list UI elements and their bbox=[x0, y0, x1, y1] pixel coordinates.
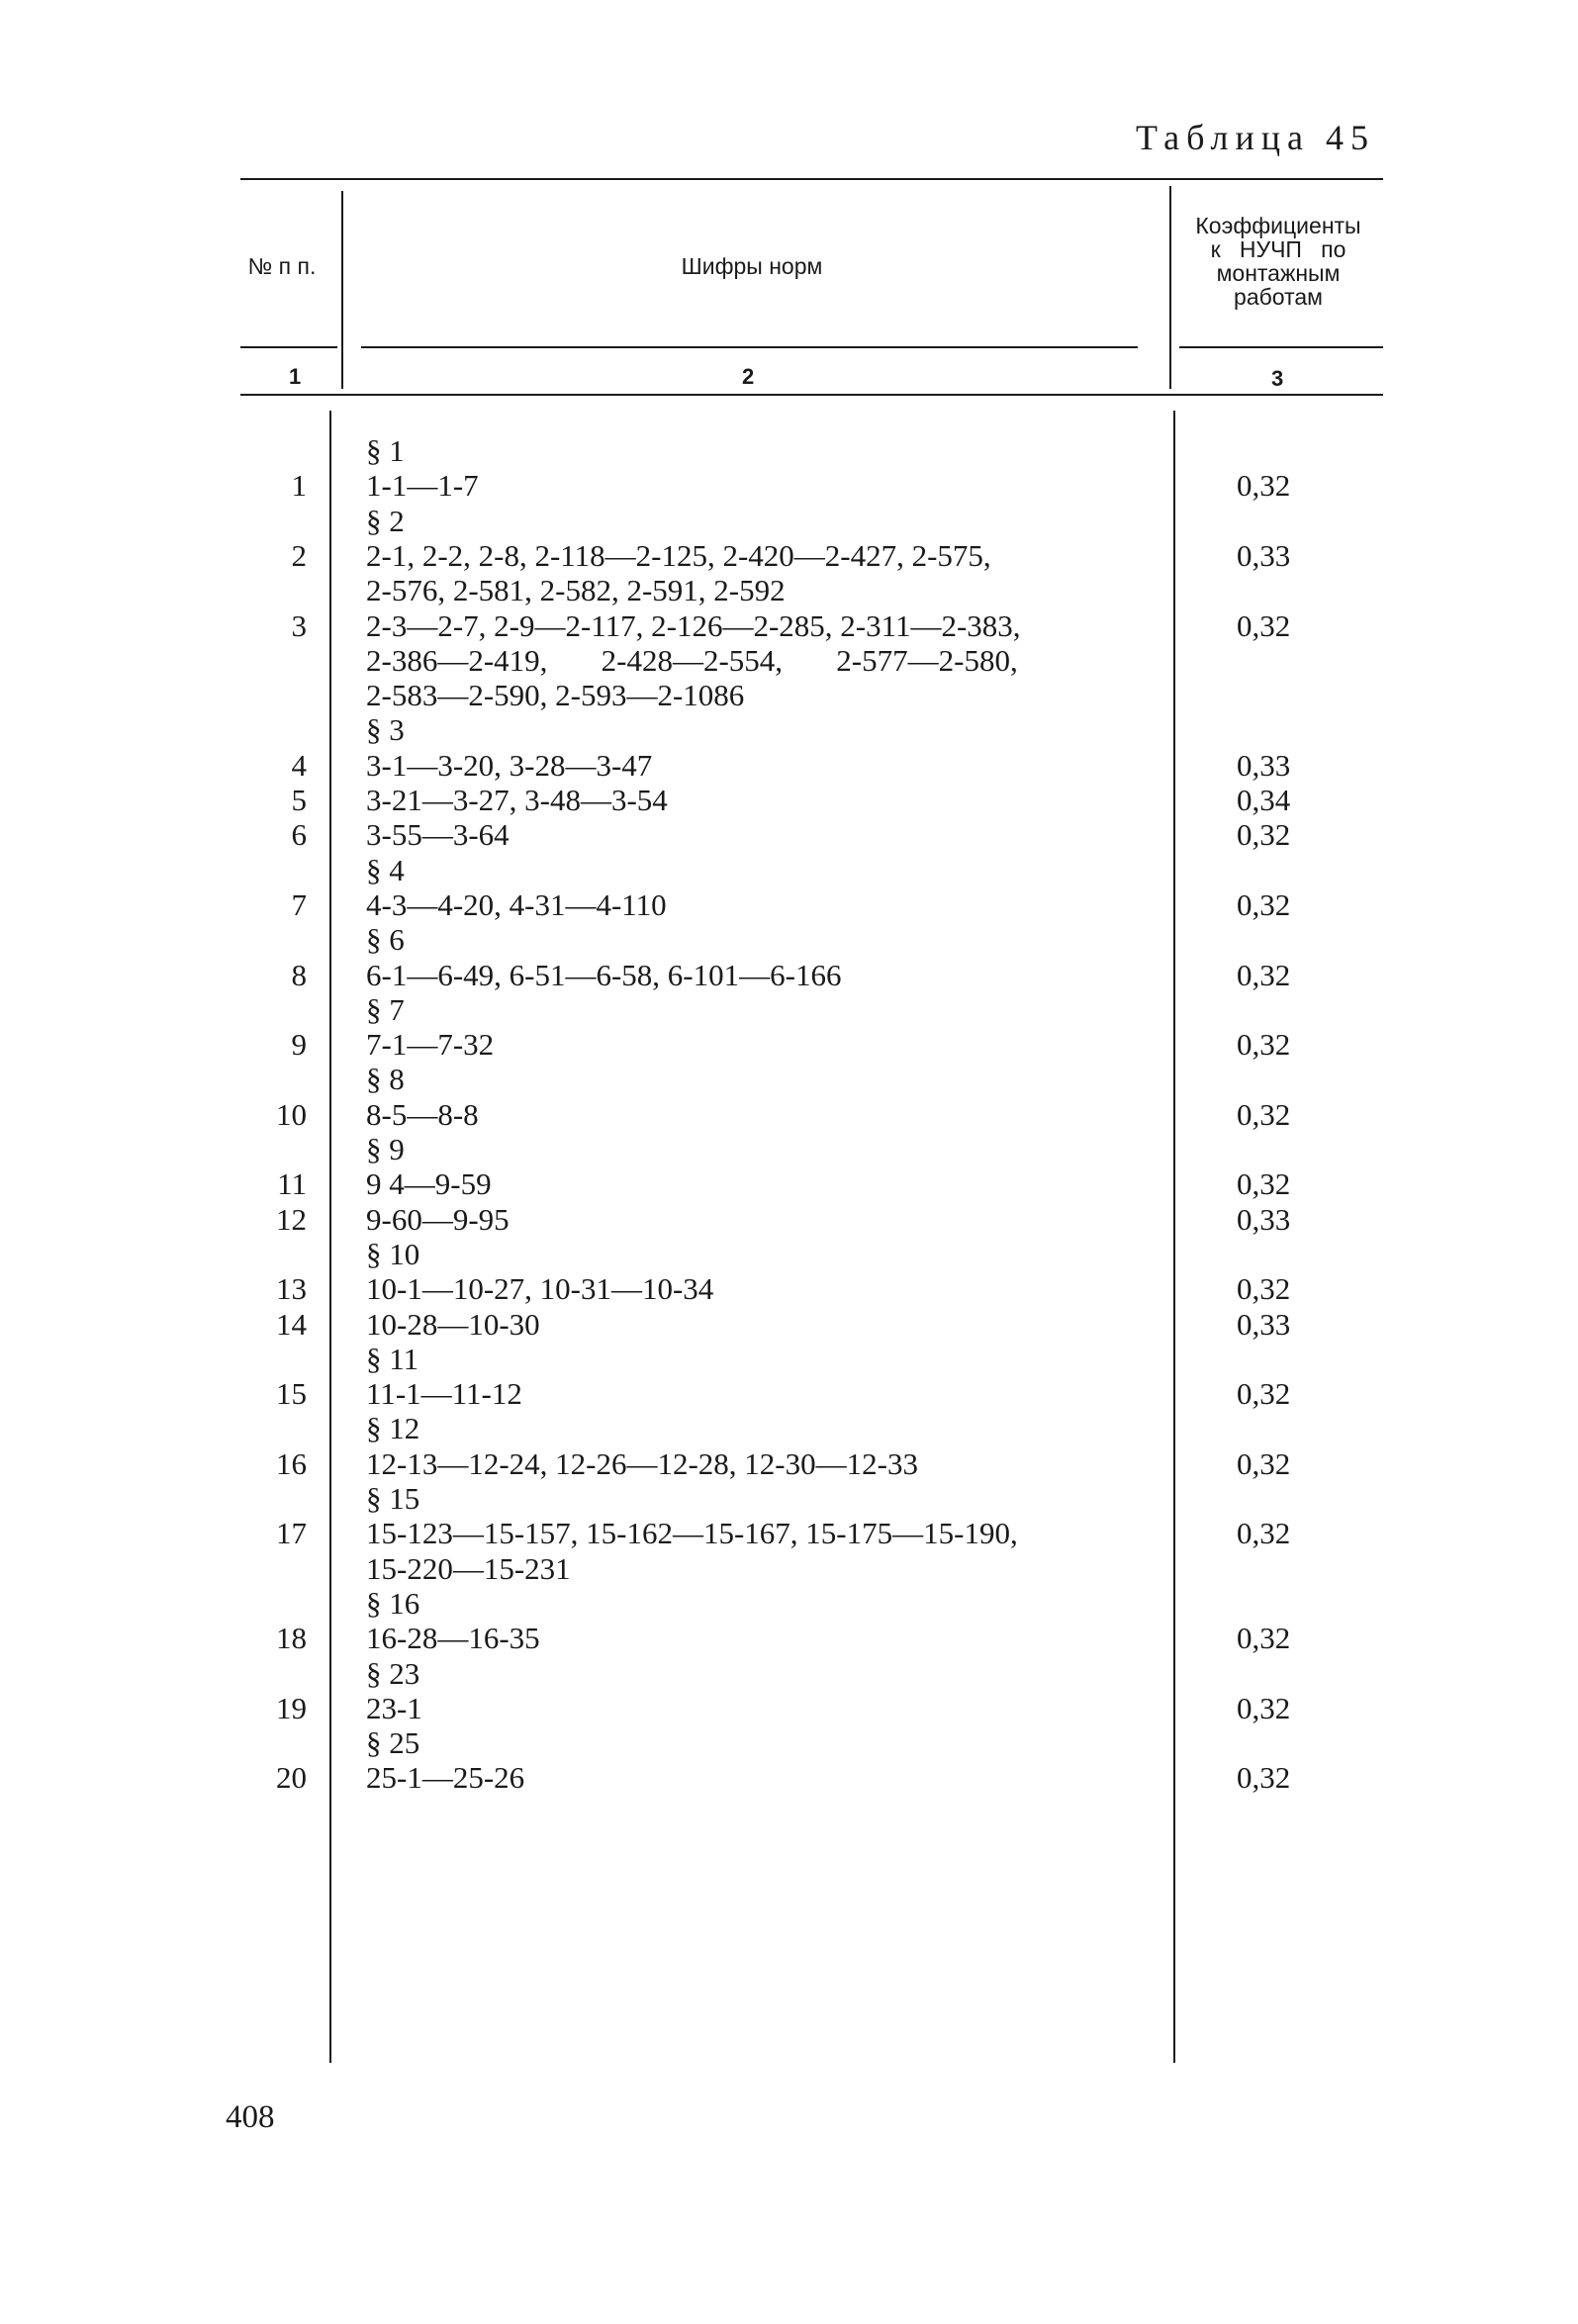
row-coefficient: 0,33 bbox=[1237, 537, 1291, 573]
row-codes: 3-21—3-27, 3-48—3-54 bbox=[366, 783, 668, 817]
section-title: § 10 bbox=[366, 1236, 420, 1271]
row-number: 17 bbox=[276, 1516, 307, 1551]
table-title: Таблица 45 bbox=[1136, 118, 1375, 157]
row-codes: 11-1—11-12 bbox=[366, 1376, 522, 1412]
row-coefficient: 0,32 bbox=[1237, 607, 1291, 643]
section-title: § 6 bbox=[366, 922, 405, 958]
row-number: 15 bbox=[276, 1376, 307, 1412]
row-coefficient: 0,34 bbox=[1237, 783, 1291, 817]
row-coefficient: 0,33 bbox=[1237, 1306, 1291, 1342]
header-sub-rule-2 bbox=[361, 346, 1138, 348]
row-codes: 10-1—10-27, 10-31—10-34 bbox=[366, 1271, 714, 1307]
row-number: 19 bbox=[276, 1690, 307, 1725]
row-number: 3 bbox=[291, 607, 307, 643]
row-number: 20 bbox=[276, 1760, 307, 1796]
row-coefficient: 0,32 bbox=[1237, 1516, 1291, 1551]
row-codes: 3-1—3-20, 3-28—3-47 bbox=[366, 747, 653, 783]
row-coefficient: 0,32 bbox=[1237, 1027, 1291, 1063]
row-number: 5 bbox=[291, 783, 307, 817]
row-coefficient: 0,32 bbox=[1237, 886, 1291, 922]
section-title: § 3 bbox=[366, 712, 405, 748]
body-divider-1 bbox=[329, 411, 331, 2063]
row-coefficient: 0,32 bbox=[1237, 1621, 1291, 1656]
header-bottom-rule bbox=[240, 394, 1383, 396]
row-number: 2 bbox=[291, 537, 307, 573]
row-coefficient: 0,32 bbox=[1237, 1271, 1291, 1307]
row-number: 7 bbox=[291, 886, 307, 922]
column-number-3: 3 bbox=[1271, 366, 1284, 391]
row-coefficient: 0,32 bbox=[1237, 817, 1291, 853]
row-number: 6 bbox=[291, 817, 307, 853]
row-codes: 10-28—10-30 bbox=[366, 1306, 540, 1342]
header-sub-rule-1 bbox=[240, 346, 337, 348]
column-number-2: 2 bbox=[742, 364, 755, 389]
row-codes: 2-3—2-7, 2-9—2-117, 2-126—2-285, 2-311—2-383, bbox=[366, 607, 1021, 643]
row-number: 1 bbox=[291, 468, 307, 504]
header-col-codes: Шифры норм bbox=[681, 253, 823, 279]
row-codes: 4-3—4-20, 4-31—4-110 bbox=[366, 886, 667, 922]
row-coefficient: 0,32 bbox=[1237, 1690, 1291, 1725]
section-title: § 2 bbox=[366, 503, 405, 538]
body-divider-2 bbox=[1173, 411, 1175, 2063]
page-number: 408 bbox=[226, 2099, 275, 2135]
row-codes: 2-386—2-419, 2-428—2-554, 2-577—2-580, bbox=[366, 642, 1018, 678]
row-codes: 9-60—9-95 bbox=[366, 1201, 510, 1237]
section-title: § 12 bbox=[366, 1411, 420, 1446]
row-codes: 2-576, 2-581, 2-582, 2-591, 2-592 bbox=[366, 573, 786, 608]
row-codes: 9 4—9-59 bbox=[366, 1166, 492, 1202]
header-divider-1 bbox=[341, 191, 343, 389]
row-codes: 1-1—1-7 bbox=[366, 468, 479, 504]
row-codes: 15-123—15-157, 15-162—15-167, 15-175—15-190, bbox=[366, 1516, 1018, 1551]
row-codes: 6-1—6-49, 6-51—6-58, 6-101—6-166 bbox=[366, 957, 842, 992]
row-codes: 2-1, 2-2, 2-8, 2-118—2-125, 2-420—2-427, 2-575, bbox=[366, 537, 991, 573]
row-number: 11 bbox=[277, 1166, 307, 1202]
row-coefficient: 0,32 bbox=[1237, 468, 1291, 504]
row-number: 12 bbox=[276, 1201, 307, 1237]
row-coefficient: 0,32 bbox=[1237, 957, 1291, 992]
row-coefficient: 0,33 bbox=[1237, 1201, 1291, 1237]
row-coefficient: 0,32 bbox=[1237, 1760, 1291, 1796]
row-coefficient: 0,32 bbox=[1237, 1096, 1291, 1132]
section-title: § 11 bbox=[366, 1341, 419, 1376]
section-title: § 25 bbox=[366, 1725, 420, 1761]
column-number-1: 1 bbox=[289, 364, 302, 389]
section-title: § 16 bbox=[366, 1585, 420, 1621]
row-number: 13 bbox=[276, 1271, 307, 1307]
section-title: § 15 bbox=[366, 1481, 420, 1516]
row-coefficient: 0,32 bbox=[1237, 1445, 1291, 1481]
section-title: § 23 bbox=[366, 1655, 420, 1691]
row-codes: 2-583—2-590, 2-593—2-1086 bbox=[366, 678, 745, 713]
section-title: § 4 bbox=[366, 852, 405, 887]
row-codes: 23-1 bbox=[366, 1690, 422, 1725]
row-number: 18 bbox=[276, 1621, 307, 1656]
row-codes: 7-1—7-32 bbox=[366, 1027, 495, 1063]
row-number: 8 bbox=[291, 957, 307, 992]
header-top-rule bbox=[240, 178, 1383, 180]
row-codes: 8-5—8-8 bbox=[366, 1096, 479, 1132]
row-codes: 25-1—25-26 bbox=[366, 1760, 525, 1796]
row-codes: 15-220—15-231 bbox=[366, 1550, 571, 1586]
row-coefficient: 0,32 bbox=[1237, 1376, 1291, 1412]
section-title: § 7 bbox=[366, 991, 405, 1027]
row-number: 16 bbox=[276, 1445, 307, 1481]
section-title: § 8 bbox=[366, 1062, 405, 1097]
row-number: 4 bbox=[291, 747, 307, 783]
header-coef-line: к НУЧП по bbox=[1210, 236, 1346, 262]
header-col-coef bbox=[1171, 214, 1385, 309]
row-coefficient: 0,32 bbox=[1237, 1166, 1291, 1202]
row-codes: 12-13—12-24, 12-26—12-28, 12-30—12-33 bbox=[366, 1445, 918, 1481]
row-number: 9 bbox=[291, 1027, 307, 1063]
row-codes: 3-55—3-64 bbox=[366, 817, 510, 853]
row-number: 14 bbox=[276, 1306, 307, 1342]
header-sub-rule-3 bbox=[1179, 346, 1383, 348]
row-coefficient: 0,33 bbox=[1237, 747, 1291, 783]
header-coef-line: монтажным bbox=[1216, 260, 1341, 286]
section-title: § 1 bbox=[366, 433, 405, 468]
row-number: 10 bbox=[276, 1096, 307, 1132]
header-col-number: № п п. bbox=[247, 253, 317, 279]
header-coef-line: Коэффициенты bbox=[1195, 213, 1361, 238]
section-title: § 9 bbox=[366, 1132, 405, 1166]
row-codes: 16-28—16-35 bbox=[366, 1621, 540, 1656]
header-coef-line: работам bbox=[1234, 284, 1323, 310]
